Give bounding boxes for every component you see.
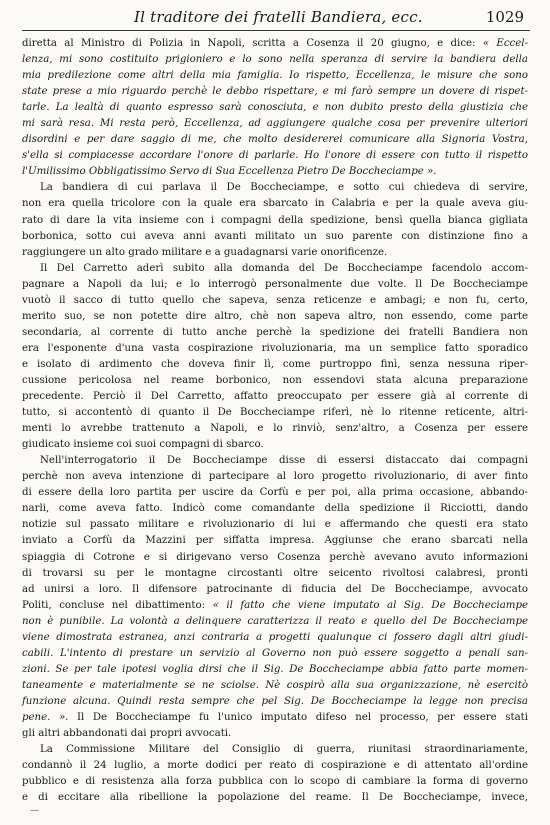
text-line: disordini e per dare saggio di me, che molto desidererei comunicare alla Signoria Vostra,: [22, 134, 528, 146]
text-line: rato di dare la vita insieme con i compagni della spedizione, bensì quella bianca gigliata: [22, 214, 528, 226]
text-line: l'Umilissimo Obbligatissimo Servo di Sua Eccellenza Pietro De Boccheciampe ».: [22, 166, 437, 178]
text-line: funzione alcuna. Quindi resta sempre che pel Sig. De Boccheciampe la legge non precisa: [22, 695, 528, 707]
text-line: non è punibile. La volontà a delinquere caratterizza il reato e quello del De Boccheciampe: [22, 615, 528, 627]
text-line: non era quella tricolore con la quale era sbarcato in Calabria e per la quale aveva giu-: [22, 198, 528, 210]
text-line: narli, come aveva fatto. Indicò come comandante della spedizione il Ricciotti, dando: [22, 503, 528, 515]
quote-segment: « Eccel-: [482, 38, 528, 49]
text-line: s'ella si compiacesse accordare l'onore di parlarle. Ho l'onore di essere con tutto il rispetto: [22, 150, 528, 162]
text-line: e di eccitare alla ribellione la popolazione del reame. Il De Boccheciampe, invece,: [22, 792, 528, 804]
text-line: secondaria, al corrente di tutto anche perchè la spedizione dei fratelli Bandiera non: [22, 326, 528, 338]
text-line: [22, 36, 528, 52]
text-line: era l'esponente d'una vasta cospirazione rivoluzionaria, ma un semplice fatto sporadico: [22, 342, 528, 354]
text-line: e isolato di ardimento che doveva finir lì, come purtroppo finì, senza nessuna riper-: [22, 358, 528, 370]
text-line: zioni. Se per tale ipotesi voglia dirsi che il Sig. De Boccheciampe abbia fatto parte momen-: [22, 663, 528, 675]
text-line: La Commissione Militare del Consiglio di guerra, riunitasi straordinariamente,: [40, 744, 528, 756]
text-line: spiaggia di Cotrone e si dirigevano verso Cosenza perchè avevano avuto informazioni: [22, 551, 528, 563]
text-line: tarle. La lealtà di quanto espresso sarà conosciuta, e non dubito presto della giustizia che: [22, 102, 528, 114]
text-line: lenza, mi sono costituito prigioniero e lo sono nella speranza di servire la bandiera della: [22, 54, 528, 66]
text-line: tutto, si accontentò di quanto il De Boccheciampe riferì, nè lo ritenne reticente, altri-: [22, 407, 528, 419]
text-line: mi sarà resa. Mi resta però, Eccellenza, ad aggiungere qualche cosa per prevenire ulteriori: [22, 118, 528, 130]
text-line: cussione pericolosa nel reame borbonico, non essendovi stata alcuna preparazione: [22, 374, 528, 386]
text-line: taneamente e materialmente se ne sciolse. Nè cospirò alla sua organizzazione, nè esercitò: [22, 679, 528, 691]
text-line: [22, 598, 528, 614]
body-text: [22, 36, 528, 806]
quote-segment: pene. ».: [22, 711, 69, 723]
text-line: merito suo, se non potette dire altro, chè non sapeva altro, non essendo, come parte: [22, 310, 528, 322]
text-line: giudicato insieme coi suoi compagni di sbarco.: [22, 439, 264, 451]
running-header: [22, 6, 530, 31]
text-line: notizie sul passato militare e rivoluzionario di lui e affermando che questi era stato: [22, 519, 528, 531]
text-line: borbonica, sotto cui aveva anni avanti militato un suo parente con distinzione fino a: [22, 230, 528, 242]
text-line: pubblico e di resistenza alla forza pubblica con lo scopo di cambiare la forma di governo: [22, 776, 528, 788]
text-segment: Il De Boccheciampe fu l'unico imputato difeso nel processo, per essere stati: [68, 711, 529, 723]
text-line: Il Del Carretto aderì subito alla domanda del De Boccheciampe facendolo accom-: [40, 262, 528, 274]
text-line: La bandiera di cui parlava il De Boccheciampe, e sotto cui chiedeva di servire,: [40, 182, 528, 194]
text-line: vuotò il sacco di tutto quello che sapeva, senza reticenze e ambagi; e non fu, certo,: [22, 294, 528, 306]
text-line: di essere della loro partita per uscire da Corfù e per poi, alla prima occasione, abbando-: [22, 487, 528, 499]
text-line: condannò il 24 luglio, a morte dodici per reato di cospirazione e di attentato all'ordine: [22, 760, 528, 772]
text-line: precedente. Perciò il Del Carretto, affatto preoccupato per essere già al corrente di: [22, 391, 528, 403]
page-number: 1029: [485, 8, 524, 26]
text-line: Nell'interrogatorio il De Boccheciampe disse di essersi distaccato dai compagni: [40, 455, 528, 467]
text-line: cabili. L'intento di prestare un servizio al Governo non può essere soggetto a penali san-: [22, 647, 528, 659]
text-line: pagnare a Napoli da lui; e lo interrogò personalmente due volte. Il De Boccheciampe: [22, 278, 528, 290]
running-title: Il traditore dei fratelli Bandiera, ecc.: [134, 8, 423, 26]
text-line: viene dimostrata estranea, anzi contraria a progetti qualunque ci fossero dagli altri giudi-: [22, 631, 528, 643]
text-segment: Politi, concluse nel dibattimento:: [22, 599, 213, 611]
text-line: state prese a mio riguardo perchè le debbo rispettare, e mi farò sempre un dovere di rispet-: [22, 86, 528, 98]
text-line: ad unirsi a loro. Il difensore patrocinante di fiducia del De Boccheciampe, avvocato: [22, 583, 528, 595]
text-segment: diretta al Ministro di Polizia in Napoli, scritta a Cosenza il 20 giugno, e dice:: [22, 38, 483, 49]
footer-mark: —: [30, 806, 39, 816]
text-line: menti lo avrebbe trattenuto a Napoli, e lo rinviò, senz'altro, a Cosenza per essere: [22, 423, 528, 435]
text-line: [22, 710, 528, 726]
text-line: inviato a Corfù da Mazzini per siffatta impresa. Aggiunse che erano sbarcati nella: [22, 535, 528, 547]
text-line: mia predilezione come altri della mia famiglia. Io rispetto, Eccellenza, le misure che sono: [22, 70, 528, 82]
text-line: di trovarsi su per le montagne circostanti oltre seicento rivoltosi calabresi, pronti: [22, 567, 528, 579]
quote-segment: « il fatto che viene imputato al Sig. De Boccheciampe: [212, 599, 528, 611]
text-line: raggiungere un alto grado militare e a guadagnarsi varie onorificenze.: [22, 246, 388, 258]
text-line: perchè non aveva intenzione di partecipare al loro progetto rivoluzionario, di aver finto: [22, 471, 528, 483]
text-line: gli altri abbandonati dai propri avvocati.: [22, 728, 232, 740]
